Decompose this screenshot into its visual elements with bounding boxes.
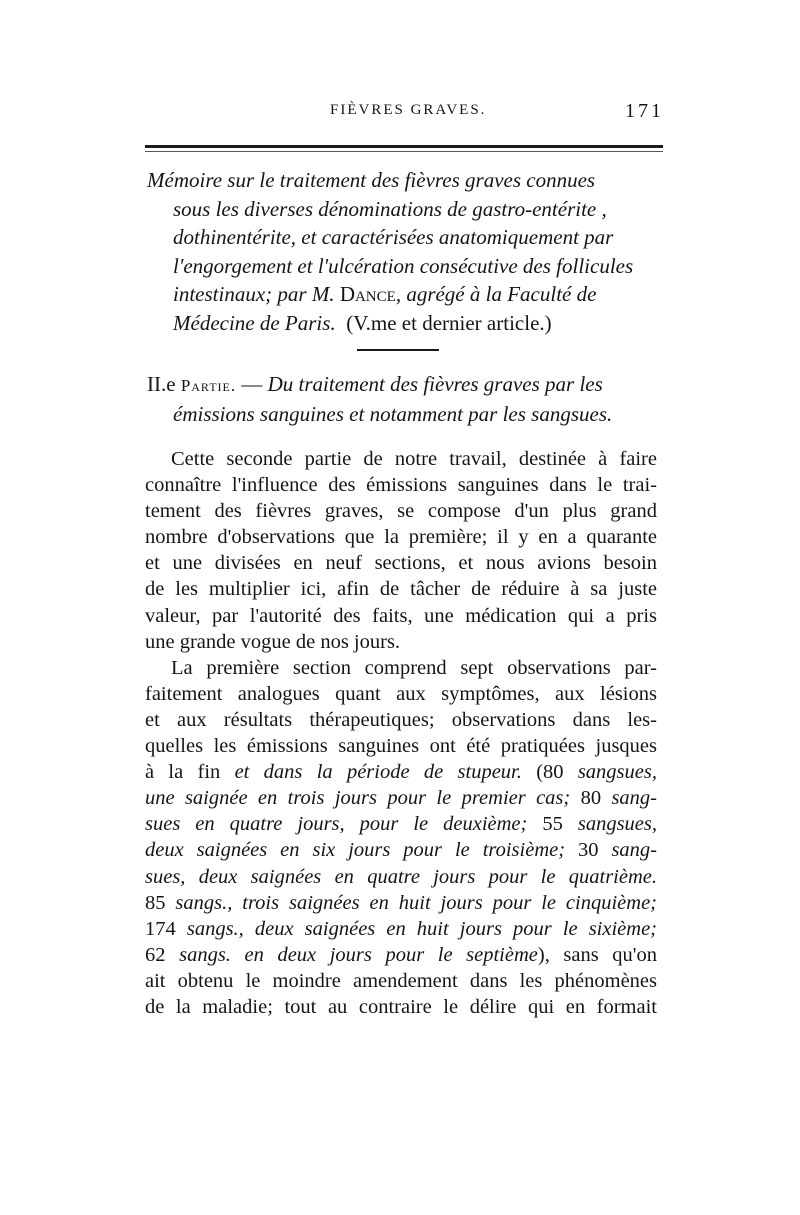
text-run-italic: sang- <box>611 839 658 862</box>
article-title <box>147 166 667 337</box>
part-label-word: Partie. <box>180 376 237 395</box>
text-line: nombre d'observations que la première; il y en a quarante <box>145 526 657 549</box>
title-line <box>147 309 667 338</box>
installment-note: (V.me et dernier article.) <box>346 310 552 335</box>
title-line-text: intestinaux; par M. <box>173 282 340 306</box>
author-name: Dance <box>339 282 396 306</box>
text-line <box>145 890 657 916</box>
author-affiliation: , agrégé à la Faculté de <box>395 282 597 306</box>
text-line: La première section comprend sept observations par- <box>171 656 657 679</box>
text-line: faitement analogues quant aux symptômes, aux lésions <box>145 682 657 705</box>
part-title: Du traitement des fièvres graves par les <box>267 372 603 396</box>
text-line: Cette seconde partie de notre travail, destinée à faire <box>171 448 657 470</box>
text-run-italic: deux saignées en six jours pour le troisième; <box>145 839 566 862</box>
header-rule <box>145 145 663 148</box>
running-title: FIÈVRES GRAVES. <box>330 102 487 118</box>
text-line <box>145 811 657 837</box>
text-run-italic: une saignée en trois jours pour le premier cas; <box>145 787 571 810</box>
text-line <box>145 759 657 785</box>
text-run-italic: sangs., trois saignées en huit jours pour le cinquième; <box>175 891 658 914</box>
title-line: sous les diverses dénominations de gastro-entérite , <box>173 196 607 221</box>
text-line: de la maladie; tout au contraire le délire qui en formait <box>145 995 657 1018</box>
part-heading-line: émissions sanguines et notamment par les sangsues. <box>173 402 613 426</box>
text-line: et une divisées en neuf sections, et nous avions besoin <box>145 552 657 575</box>
text-run: 55 <box>527 813 578 836</box>
text-line: de les multiplier ici, afin de tâcher de réduire à sa juste <box>145 578 657 601</box>
text-run-italic: sangs. en deux jours pour le septième <box>179 943 538 966</box>
body-text <box>145 446 657 1020</box>
text-line: et aux résultats thérapeutiques; observations dans les- <box>145 708 657 731</box>
title-line: dothinentérite, et caractérisées anatomiquement par <box>173 225 614 249</box>
text-line: valeur, par l'autorité des faits, une médication qui a pris <box>145 604 657 627</box>
running-head <box>0 100 800 130</box>
text-line <box>145 785 657 811</box>
text-run: 174 <box>145 917 187 940</box>
text-run: ), sans qu'on <box>537 943 657 966</box>
part-dash: — <box>236 372 268 396</box>
title-line: Mémoire sur le traitement des fièvres graves connues <box>147 168 596 192</box>
text-run-italic: et dans la période de stupeur. <box>234 761 522 784</box>
text-run: à la fin <box>145 761 235 784</box>
part-label-numeral: II.e <box>147 372 181 396</box>
text-run-italic: sangsues, <box>577 761 657 784</box>
text-run-italic: sues en quatre jours, pour le deuxième; <box>145 813 528 836</box>
page-number: 171 <box>625 100 664 122</box>
text-line: tement des fièvres graves, se compose d'un plus grand <box>145 500 657 523</box>
text-line: sues, deux saignées en quatre jours pour le quatrième. <box>145 865 657 888</box>
text-run: 62 <box>145 943 180 966</box>
text-line <box>145 916 657 942</box>
text-line <box>145 837 657 863</box>
text-run: 85 <box>145 891 176 914</box>
text-line: connaître l'influence des émissions sanguines dans le trai- <box>145 474 657 497</box>
header-rule-thin <box>145 151 663 152</box>
text-line: quelles les émissions sanguines ont été pratiquées jusques <box>145 735 657 758</box>
text-run: (80 <box>521 761 578 784</box>
text-line: ait obtenu le moindre amendement dans les phénomènes <box>145 969 657 992</box>
title-line <box>147 280 667 309</box>
part-heading-line <box>147 370 669 400</box>
text-run-italic: sangs., deux saignées en huit jours pour le sixième; <box>186 917 658 940</box>
title-line: l'engorgement et l'ulcération consécutive des follicules <box>173 253 634 278</box>
text-run: 30 <box>565 839 612 862</box>
text-line: une grande vogue de nos jours. <box>145 630 401 653</box>
text-line <box>145 942 657 968</box>
text-run: 80 <box>570 787 612 810</box>
text-run-italic: sangsues, <box>577 813 658 836</box>
section-separator <box>357 349 439 351</box>
text-run-italic: sang- <box>611 787 658 810</box>
part-heading <box>147 370 669 429</box>
title-line-text: Médecine de Paris. <box>173 310 336 335</box>
